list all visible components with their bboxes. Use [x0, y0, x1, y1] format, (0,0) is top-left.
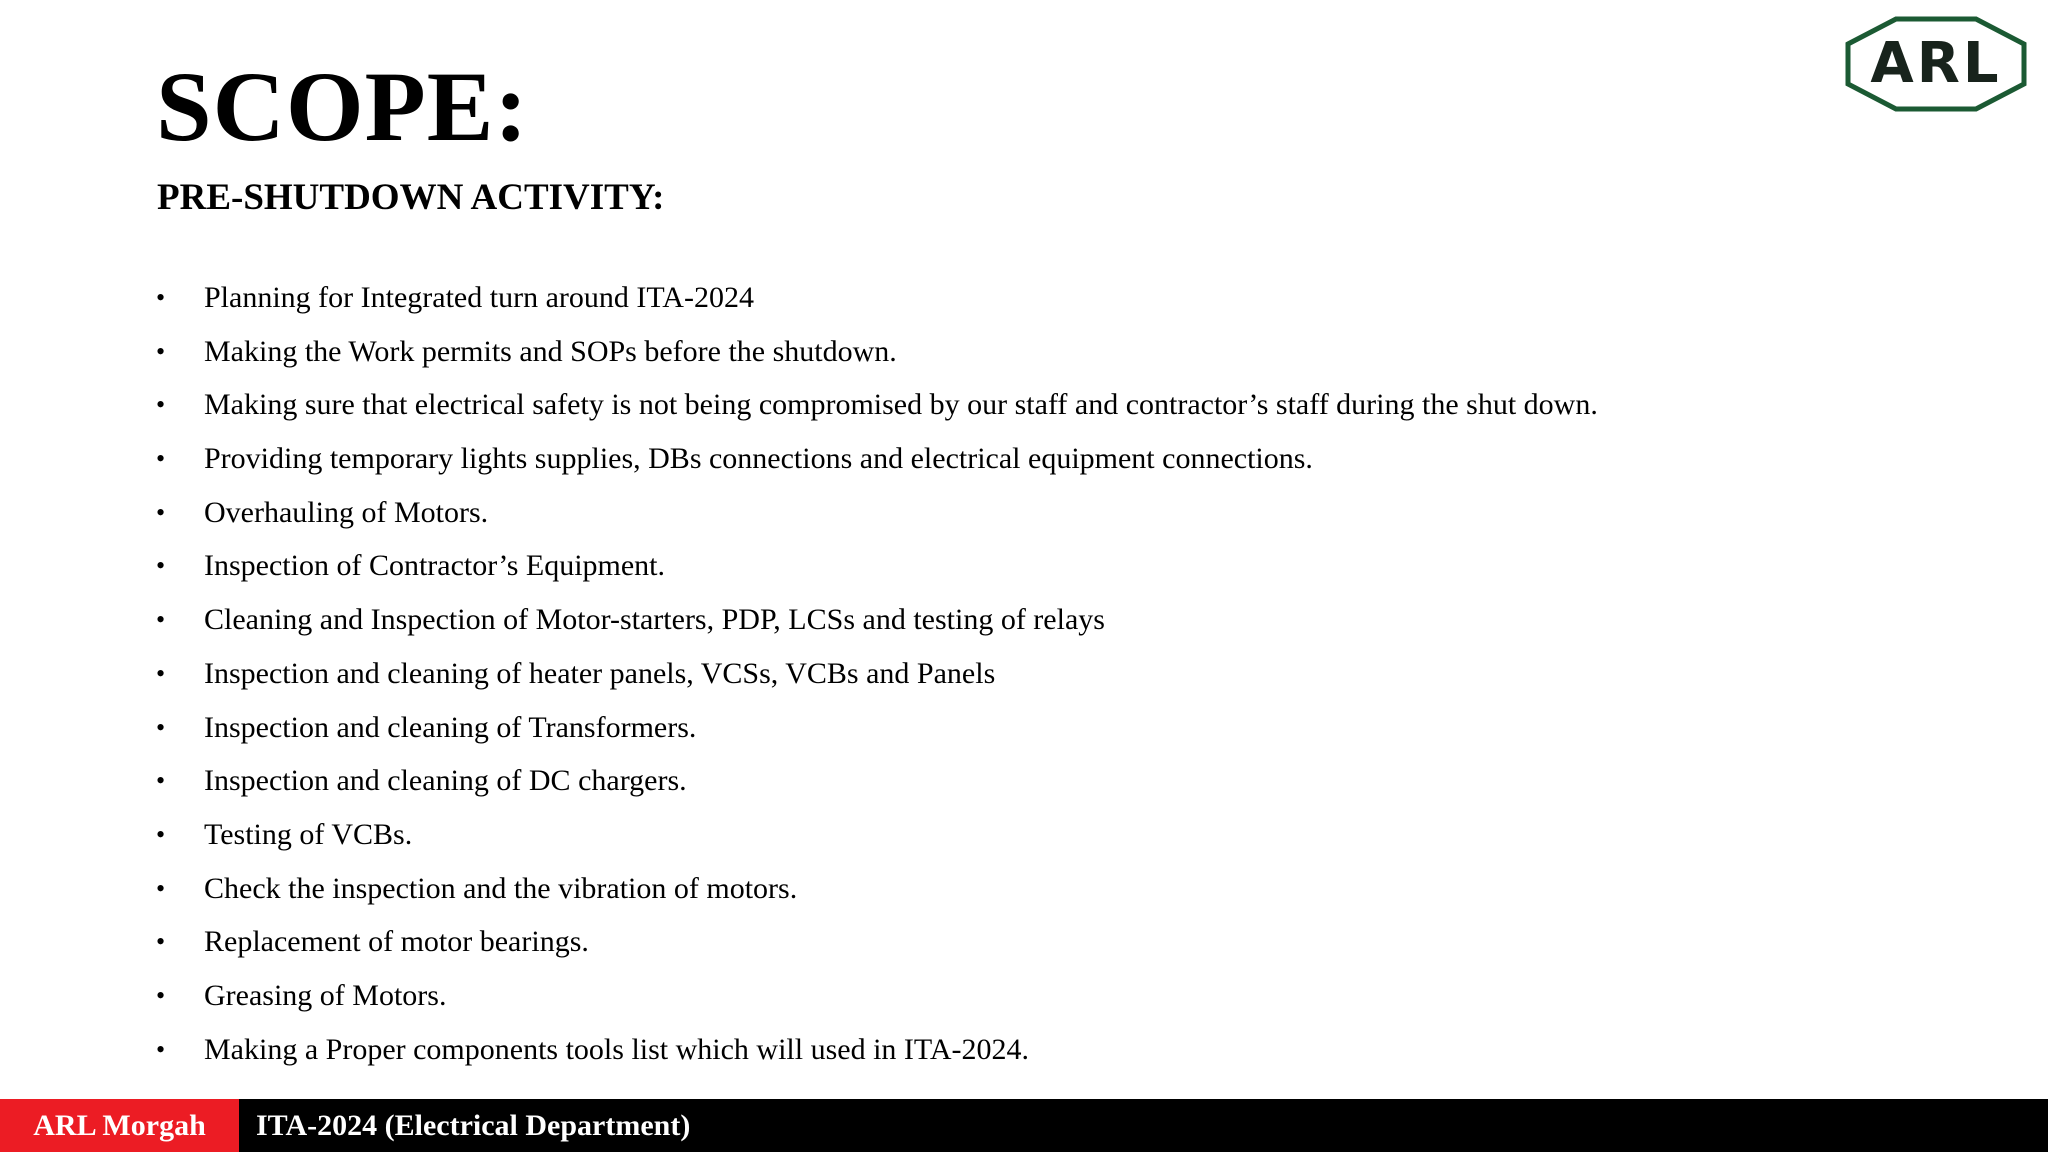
footer-brand: ARL Morgah: [0, 1099, 239, 1152]
list-item: • Overhauling of Motors.: [156, 486, 1598, 540]
logo-text: ARL: [1870, 31, 2002, 96]
footer-bar: [0, 1099, 2048, 1152]
list-item: • Testing of VCBs.: [156, 808, 1598, 862]
list-item: • Making sure that electrical safety is not being compromised by our staff and contractor’s staff during the shut down.: [156, 378, 1598, 432]
list-item: • Planning for Integrated turn around ITA-2024: [156, 271, 1598, 325]
list-item: • Making a Proper components tools list which will used in ITA-2024.: [156, 1023, 1598, 1077]
list-item: • Check the inspection and the vibration of motors.: [156, 862, 1598, 916]
list-item: • Inspection and cleaning of DC chargers.: [156, 754, 1598, 808]
footer-caption: ITA-2024 (Electrical Department): [256, 1109, 691, 1142]
bullet-list: [156, 271, 1598, 1076]
list-item: • Cleaning and Inspection of Motor-starters, PDP, LCSs and testing of relays: [156, 593, 1598, 647]
list-item: • Making the Work permits and SOPs before the shutdown.: [156, 325, 1598, 379]
slide-title: SCOPE:: [156, 51, 529, 162]
list-item: • Inspection and cleaning of heater panels, VCSs, VCBs and Panels: [156, 647, 1598, 701]
list-item: • Greasing of Motors.: [156, 969, 1598, 1023]
list-item: • Inspection of Contractor’s Equipment.: [156, 539, 1598, 593]
slide-subtitle: PRE-SHUTDOWN ACTIVITY:: [157, 177, 665, 218]
list-item: • Providing temporary lights supplies, DBs connections and electrical equipment connections.: [156, 432, 1598, 486]
list-item: • Inspection and cleaning of Transformers.: [156, 701, 1598, 755]
arl-logo: [1844, 16, 2028, 112]
list-item: • Replacement of motor bearings.: [156, 915, 1598, 969]
